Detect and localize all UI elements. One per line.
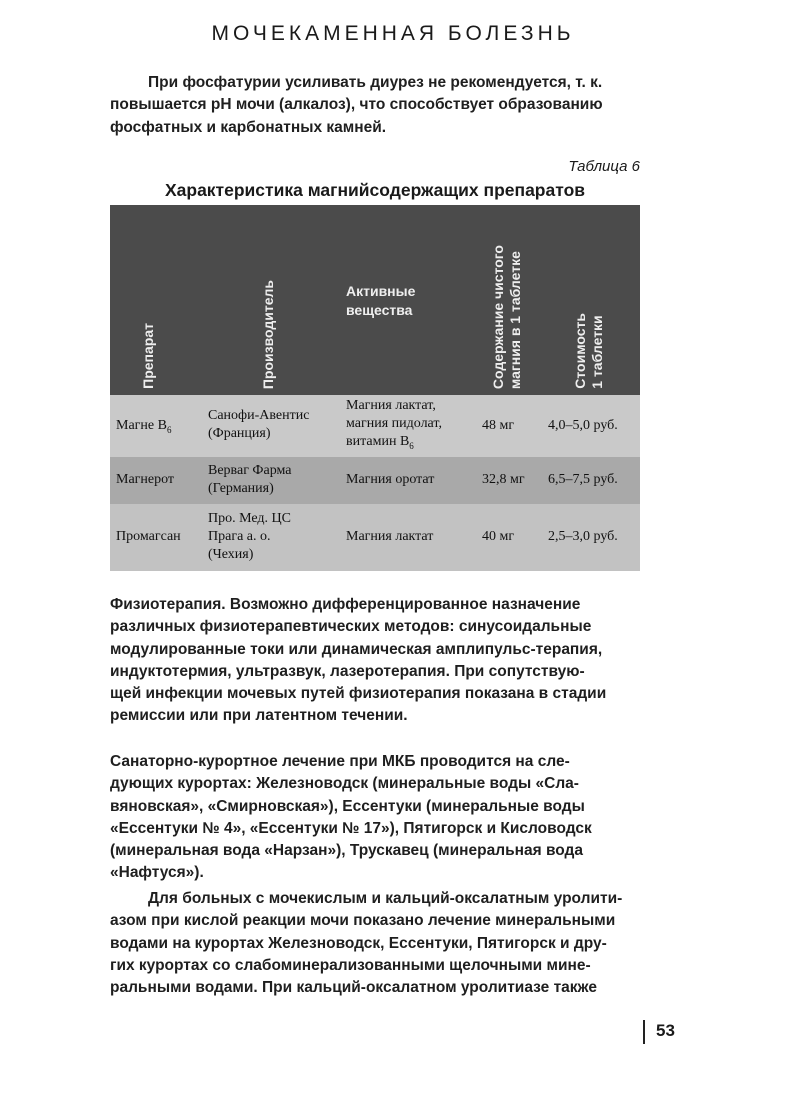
intro-line: повышается pH мочи (алкалоз), что способствует образованию (110, 96, 603, 114)
intro-line: фосфатных и карбонатных камней. (110, 118, 387, 136)
table-row (110, 457, 640, 504)
cell-maker-line: Про. Мед. ЦС (208, 511, 291, 526)
physiotherapy-line: модулированные токи или динамическая амплипульс-терапия, (110, 640, 603, 658)
table-title: Характеристика магнийсодержащих препаратов (164, 180, 586, 200)
cell-name (116, 417, 171, 439)
sanatorium-paragraph-2 (110, 888, 640, 999)
sanatorium-line: при МКБ проводится на сле- (345, 753, 570, 770)
physiotherapy-heading: Физиотерапия. (110, 596, 226, 613)
header-magnesium-line: Содержание чистого (490, 244, 506, 389)
cell-substances-line: магния пидолат, (346, 416, 442, 431)
sanatorium-line: дующих курортах: Железноводск (минеральные воды «Сла- (110, 775, 579, 793)
preparations-table (110, 205, 640, 571)
cell-price: 6,5–7,5 руб. (548, 472, 618, 487)
header-magnesium-line: магния в 1 таблетке (507, 251, 523, 389)
physiotherapy-line: индуктотермия, ультразвук, лазеротерапия. При сопутствую- (110, 662, 585, 680)
header-substances-line: вещества (346, 302, 413, 318)
header-price-line: Стоимость (572, 313, 588, 389)
header-magnesium (490, 245, 524, 389)
table-header (110, 205, 640, 395)
physiotherapy-paragraph (110, 594, 640, 728)
cell-maker (208, 510, 291, 564)
cell-maker (208, 407, 309, 443)
cell-name-text: Магне В (116, 418, 167, 433)
cell-maker-line: (Германия) (208, 481, 274, 496)
physiotherapy-line: различных физиотерапевтических методов: синусоидальные (110, 618, 592, 636)
page-number-rule (643, 1020, 645, 1044)
sanatorium-line: вяновская», «Смирновская»), Ессентуки (минеральные воды (110, 797, 585, 815)
cell-substances-line: витамин В (346, 434, 410, 449)
cell-magnesium: 40 мг (482, 529, 515, 544)
cell-maker-line: (Франция) (208, 426, 271, 441)
running-head: МОЧЕКАМЕННАЯ БОЛЕЗНЬ (211, 22, 575, 45)
table-row (110, 395, 640, 457)
sanatorium-line: (минеральная вода «Нарзан»), Трускавец (минеральная вода (110, 842, 583, 860)
cell-substances: Магния оротат (346, 472, 435, 487)
cell-substances (346, 397, 442, 455)
header-price-line: 1 таблетки (589, 315, 605, 389)
cell-name-subscript: 6 (166, 424, 172, 435)
cell-substances: Магния лактат (346, 529, 434, 544)
cell-maker (208, 462, 291, 498)
physiotherapy-line: ремиссии или при латентном течении. (110, 707, 408, 725)
sanatorium-p2-line: водами на курортах Железноводск, Ессентуки, Пятигорск и дру- (110, 934, 607, 952)
header-substances-line: Активные (346, 283, 416, 299)
page-number: 53 (656, 1021, 675, 1040)
cell-maker-line: Санофи-Авентис (208, 408, 310, 423)
cell-price: 2,5–3,0 руб. (548, 529, 618, 544)
table-row (110, 504, 640, 571)
sanatorium-paragraph (110, 751, 640, 885)
header-maker: Производитель (260, 279, 276, 389)
cell-magnesium: 32,8 мг (482, 472, 525, 487)
sanatorium-p2-line: гих курортах со слабоминерализованными щелочными мине- (110, 956, 591, 974)
sanatorium-p2-line: ральными водами. При кальций-оксалатном уролитиазе также (110, 979, 597, 997)
intro-paragraph (110, 72, 640, 139)
header-name: Препарат (140, 323, 156, 389)
cell-maker-line: (Чехия) (208, 547, 254, 562)
sanatorium-heading: Санаторно-курортное лечение (110, 753, 346, 770)
physiotherapy-line: щей инфекции мочевых путей физиотерапия показана в стадии (110, 685, 607, 703)
cell-price: 4,0–5,0 руб. (548, 418, 618, 433)
cell-maker-line: Верваг Фарма (208, 463, 292, 478)
cell-substances-subscript: 6 (409, 440, 414, 451)
sanatorium-line: «Нафтуся»). (110, 864, 204, 882)
sanatorium-p2-line: азом при кислой реакции мочи показано лечение минеральными (110, 912, 616, 930)
header-substances (346, 282, 476, 320)
intro-line: При фосфатурии усиливать диурез не рекомендуется, т. к. (148, 74, 603, 91)
cell-magnesium: 48 мг (482, 418, 515, 433)
header-price (572, 313, 606, 389)
cell-substances-line: Магния лактат, (346, 398, 436, 413)
table-caption: Таблица 6 (568, 158, 640, 175)
sanatorium-line: «Ессентуки № 4», «Ессентуки № 17»), Пятигорск и Кисловодск (110, 819, 592, 837)
cell-maker-line: Прага а. о. (208, 529, 271, 544)
cell-name: Промагсан (116, 529, 181, 544)
physiotherapy-line: Возможно дифференцированное назначение (225, 596, 581, 613)
cell-name: Магнерот (116, 472, 175, 487)
sanatorium-p2-line: Для больных с мочекислым и кальций-оксалатным уролити- (148, 890, 623, 907)
